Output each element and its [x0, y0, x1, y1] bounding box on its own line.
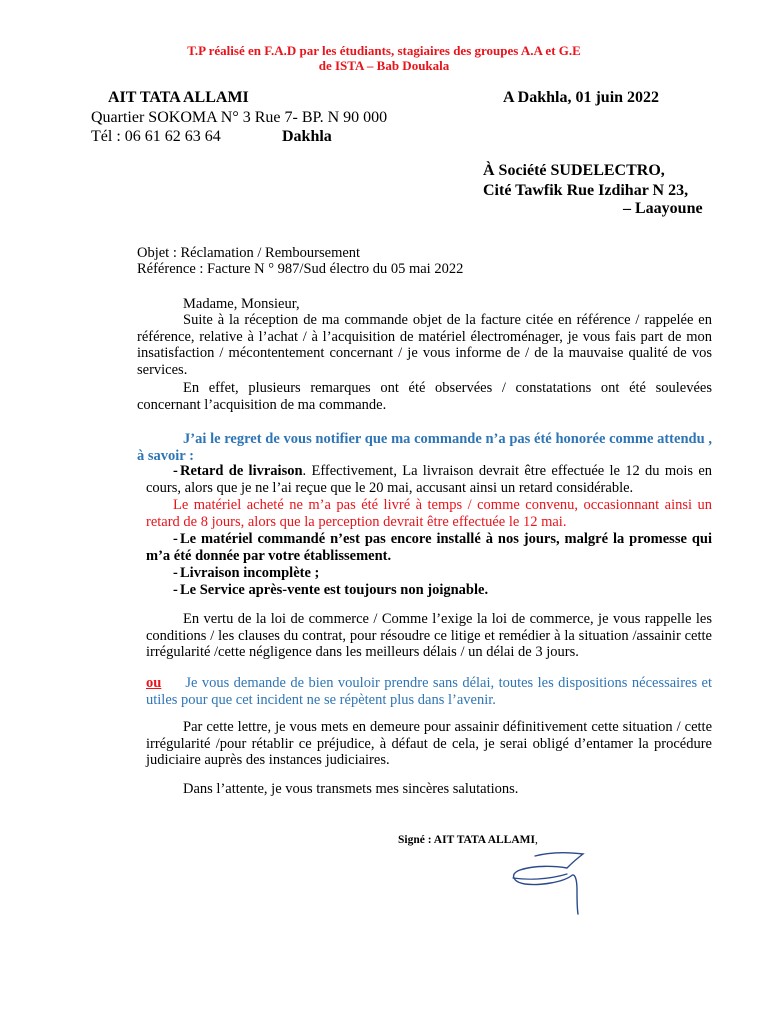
paragraph-1: Suite à la réception de ma commande objet de la facture citée en référence / rappelée en référence, relative à l’achat / à l’acquisition de matériel électroménager, je vous fais part de mon insatisfaction / mécontentement concernant / je vous informe de / de la mauvaise qualité de vos services. [137, 312, 712, 378]
signature-label-text: Signé : AIT TATA ALLAMI [398, 834, 535, 846]
sender-address: Quartier SOKOMA N° 3 Rue 7- BP. N 90 000 [91, 109, 388, 126]
paragraph-4-text: Je vous demande de bien vouloir prendre sans délai, toutes les dispositions nécessaires et utiles pour que cet incident ne se répètent plus dans l’avenir. [146, 675, 712, 708]
paragraph-5: Par cette lettre, je vous mets en demeure pour assainir définitivement cette situation / cette irrégularité /pour rétablir ce préjudice, à défaut de cela, je serai obligé d’entamer la procédure judiciaire auprès des instances judiciaires. [146, 719, 712, 768]
list-item-incomplete [146, 565, 712, 582]
list-item-delivery-delay [146, 463, 712, 496]
item1-text: . Effectivement, La livraison devrait être effectuée le 12 du mois en cours, alors que je ne l’ai reçue que le 20 mai, accusant ainsi un retard considérable. [146, 463, 713, 496]
sender-name: AIT TATA ALLAMI [108, 89, 249, 106]
signature-suffix: , [534, 834, 538, 846]
bullet-dash: - [173, 531, 178, 547]
header-line-1: T.P réalisé en F.A.D par les étudiants, stagiaires des groupes A.A et G.E [187, 43, 581, 58]
bullet-dash: - [173, 565, 178, 581]
recipient-line-2: Cité Tawfik Rue Izdihar N 23, [483, 182, 689, 199]
signature-label [398, 834, 538, 846]
recipient-line-1: À Société SUDELECTRO, [483, 162, 665, 179]
paragraph-3: En vertu de la loi de commerce / Comme l’exige la loi de commerce, je vous rappelle les conditions / les clauses du contrat, pour résoudre ce litige et remédier à la situation /assainir cette irrégularité /cette négligence dans les meilleurs délais / un délai de 3 jours. [146, 611, 712, 660]
ou-label: ou [146, 675, 162, 691]
item4-text: Le Service après-vente est toujours non joignable. [180, 582, 489, 598]
header-line-2: de ISTA – Bab Doukala [318, 58, 450, 73]
item3-text: Livraison incomplète ; [180, 565, 320, 581]
sender-phone: Tél : 06 61 62 63 64 [91, 128, 221, 145]
recipient-line-3: – Laayoune [623, 200, 703, 217]
paragraph-2: En effet, plusieurs remarques ont été observées / constatations ont été soulevées concernant l’acquisition de ma commande. [137, 380, 712, 413]
letter-date: A Dakhla, 01 juin 2022 [503, 89, 660, 106]
regret-statement: J’ai le regret de vous notifier que ma commande n’a pas été honorée comme attendu , à savoir : [137, 431, 712, 464]
sender-city: Dakhla [282, 128, 332, 145]
salutation: Madame, Monsieur, [183, 296, 300, 312]
paragraph-6: Dans l’attente, je vous transmets mes sincères salutations. [183, 781, 519, 797]
letter-reference: Référence : Facture N ° 987/Sud électro du 05 mai 2022 [137, 261, 464, 277]
bullet-dash: - [173, 463, 178, 479]
list-item-not-installed [146, 531, 712, 564]
letter-objet: Objet : Réclamation / Remboursement [137, 245, 361, 261]
paragraph-4 [146, 675, 712, 708]
item1-red-note: Le matériel acheté ne m’a pas été livré à temps / comme convenu, occasionnant ainsi un retard de 8 jours, alors que la perception devrait être effectuée le 12 mai. [146, 497, 712, 530]
list-item-after-sales [146, 582, 712, 599]
item1-title: Retard de livraison [180, 463, 303, 479]
item2-text: Le matériel commandé n’est pas encore installé à nos jours, malgré la promesse qui m’a été donnée par votre établissement. [146, 531, 712, 564]
handwritten-signature [505, 850, 595, 920]
bullet-dash: - [173, 582, 178, 598]
